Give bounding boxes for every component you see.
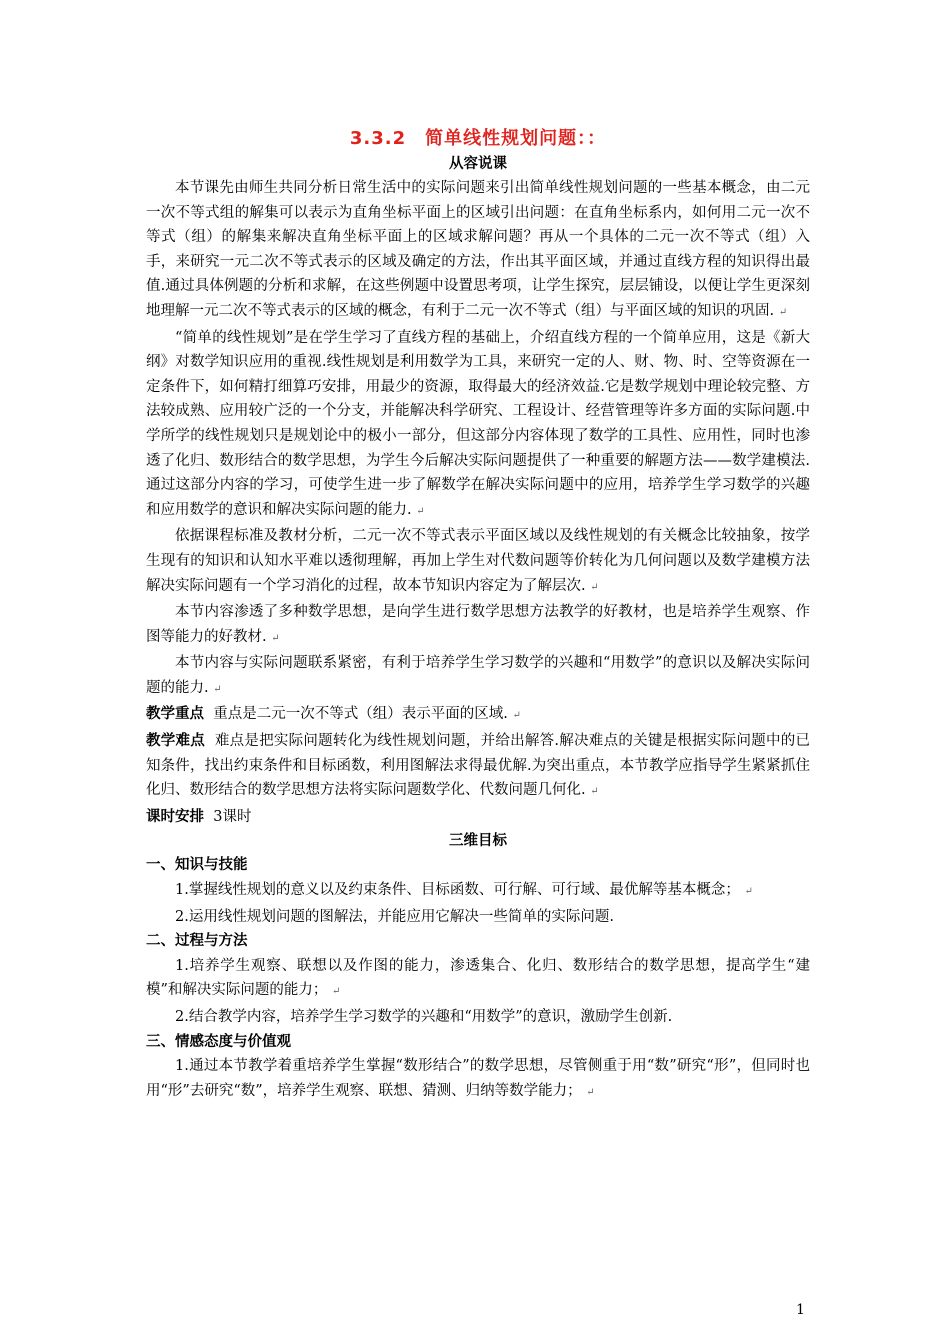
page-number: 1 — [796, 1302, 805, 1318]
paragraph: 本节内容与实际问题联系紧密，有利于培养学生学习数学的兴趣和“用数学”的意识以及解决实际问题的能力. ↵ — [146, 655, 810, 696]
list-item: 1.掌握线性规划的意义以及约束条件、目标函数、可行解、可行域、最优解等基本概念； ↵ — [175, 882, 753, 899]
list-item: 2.运用线性规划问题的图解法，并能应用它解决一些简单的实际问题. — [175, 908, 614, 925]
key-point-label: 教学重点 — [146, 706, 204, 723]
page-title: 3.3.2 简单线性规划问题：： — [349, 128, 607, 149]
list-item: 2.结合教学内容，培养学生学习数学的兴趣和“用数学”的意识，激励学生创新. — [175, 1009, 673, 1025]
schedule: 课时安排 3课时 — [146, 808, 252, 825]
document-page — [146, 126, 810, 1105]
key-point: 教学重点 重点是二元一次不等式（组）表示平面的区域. ↵ — [146, 706, 521, 723]
difficulty-label: 教学难点 — [146, 733, 206, 750]
paragraph: 本节课先由师生共同分析日常生活中的实际问题来引出简单线性规划问题的一些基本概念，由二元一次不等式组的解集可以表示为直角坐标平面上的区域引出问题：在直角坐标系内，如何用二元一次不等式（组）的解集来解决直角坐标平面上的区域求解问题？再从一个具体的二元一次不等式（组）入手，来研究一元二次不等式表示的区域及确定的方法，作出其平面区域，并通过直线方程的知识得出最值.通过具体例题的分析和求解，在这些例题中设置思考项，让学生探究，层层铺设，以便让学生更深刻地理解一元二次不等式表示的区域的概念，有利于二元一次不等式（组）与平面区域的知识的巩固. ↵ — [146, 180, 810, 319]
difficulty: 教学难点 难点是把实际问题转化为线性规划问题，并给出解答.解决难点的关键是根据实际问题中的已知条件，找出约束条件和目标函数，利用图解法求得最优解.为突出重点，本节教学应指导学生紧紧抓住化归、数形结合的数学思想方法将实际问题数学化、代数问题几何化. ↵ — [146, 733, 811, 799]
paragraph: 依据课程标准及教材分析，二元一次不等式表示平面区域以及线性规划的有关概念比较抽象，按学生现有的知识和认知水平难以透彻理解，再加上学生对代数问题等价转化为几何问题以及数学建模方法解决实际问题有一个学习消化的过程，故本节知识内容定为了解层次. ↵ — [146, 528, 810, 594]
schedule-label: 课时安排 — [146, 808, 204, 825]
section-heading: 二、过程与方法 — [146, 933, 248, 950]
section-subtitle: 从容说课 — [449, 156, 507, 172]
paragraph: 本节内容渗透了多种数学思想，是向学生进行数学思想方法教学的好教材，也是培养学生观察、作图等能力的好教材. ↵ — [146, 604, 810, 645]
section-heading: 一、知识与技能 — [146, 857, 248, 874]
list-item: 1.通过本节教学着重培养学生掌握“数形结合”的数学思想，尽管侧重于用“数”研究“形”，但同时也用“形”去研究“数”，培养学生观察、联想、猜测、归纳等数学能力； ↵ — [146, 1058, 810, 1099]
list-item: 1.培养学生观察、联想以及作图的能力，渗透集合、化归、数形结合的数学思想，提高学生“建模”和解决实际问题的能力； ↵ — [146, 957, 810, 999]
paragraph: “简单的线性规划”是在学生学习了直线方程的基础上，介绍直线方程的一个简单应用，这是《新大纲》对数学知识应用的重视.线性规划是利用数学为工具，来研究一定的人、财、物、时、空等资源在一定条件下，如何精打细算巧安排，用最少的资源，取得最大的经济效益.它是数学规划中理论较完整、方法较成熟、应用较广泛的一个分支，并能解决科学研究、工程设计、经营管理等许多方面的实际问题.中学所学的线性规划只是规划论中的极小一部分，但这部分内容体现了数学的工具性、应用性，同时也渗透了化归、数形结合的数学思想，为学生今后解决实际问题提供了一种重要的解题方法——数学建模法.通过这部分内容的学习，可使学生进一步了解数学在解决实际问题中的应用，培养学生学习数学的兴趣和应用数学的意识和解决实际问题的能力. ↵ — [146, 329, 810, 518]
goals-heading: 三维目标 — [449, 833, 507, 850]
section-heading: 三、情感态度与价值观 — [146, 1033, 291, 1050]
